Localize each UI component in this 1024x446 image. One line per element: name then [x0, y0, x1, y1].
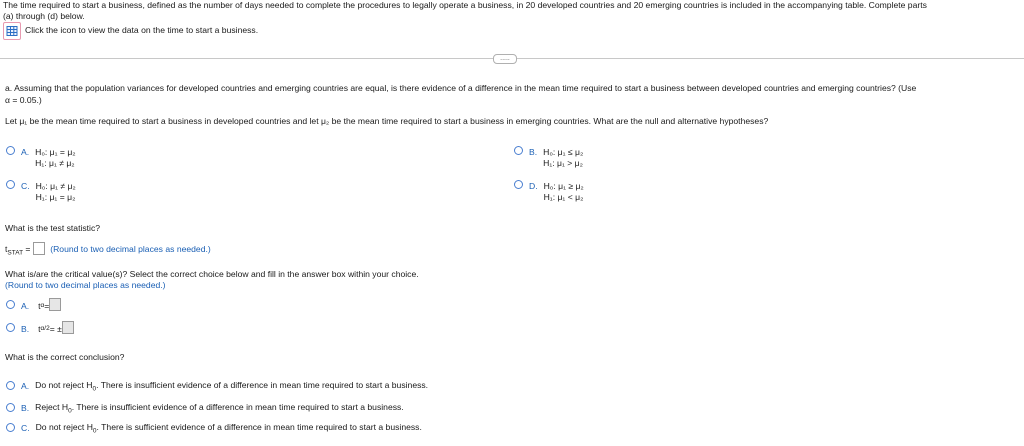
tstat-label: t	[5, 243, 8, 254]
test-statistic-question: What is the test statistic?	[5, 223, 101, 233]
hypothesis-option-a[interactable]	[6, 147, 76, 169]
radio-button[interactable]	[6, 323, 15, 332]
option-letter: A.	[21, 300, 30, 311]
critical-value-question: What is/are the critical value(s)? Select the correct choice below and fill in the answer box within your choice.	[5, 269, 419, 279]
option-letter: D.	[529, 181, 538, 191]
option-letter: A.	[21, 147, 30, 157]
data-link-text: Click the icon to view the data on the time to start a business.	[25, 25, 259, 35]
null-hypothesis: H₀: μ₁ = μ₂	[35, 147, 76, 157]
option-letter: C.	[21, 181, 30, 191]
intro-text-line1: The time required to start a business, defined as the number of days needed to complete the procedures to legally operate a business, in 20 developed countries and 20 emerging countries is included in the accompanying table. Complete parts	[3, 0, 927, 10]
hypothesis-option-d[interactable]	[514, 181, 584, 203]
conclusion-option-c[interactable]	[6, 422, 422, 435]
alternative-hypothesis: H₁: μ₁ ≠ μ₂	[35, 158, 75, 168]
data-table-icon[interactable]	[3, 22, 21, 40]
null-hypothesis: H₀: μ₁ ≥ μ₂	[543, 181, 584, 191]
critical-label: t	[38, 323, 41, 334]
tstat-input[interactable]	[33, 242, 45, 255]
critical-subscript: α	[40, 302, 45, 309]
tstat-row	[5, 243, 211, 256]
null-hypothesis: H₀: μ₁ ≠ μ₂	[35, 181, 76, 191]
alternative-hypothesis: H₁: μ₁ > μ₂	[543, 158, 583, 168]
intro-text-line2: (a) through (d) below.	[3, 11, 85, 21]
critical-subscript: α/2	[40, 325, 50, 332]
radio-button[interactable]	[6, 300, 15, 309]
conclusion-option-b[interactable]	[6, 402, 404, 415]
critical-label: t	[38, 300, 41, 311]
part-a-question-line1: a. Assuming that the population variances for developed countries and emerging countries are equal, is there evidence of a difference in the mean time required to start a business between developed countries and emerging countries? (Use	[5, 83, 917, 93]
critical-option-b[interactable]	[6, 322, 74, 335]
null-hypothesis: H₀: μ₁ ≤ μ₂	[543, 147, 584, 157]
radio-button[interactable]	[6, 146, 15, 155]
alternative-hypothesis: H₁: μ₁ = μ₂	[35, 192, 76, 202]
hypothesis-option-b[interactable]	[514, 147, 583, 169]
critical-equals: =	[44, 300, 50, 311]
radio-button[interactable]	[6, 381, 15, 390]
option-letter: B.	[21, 403, 30, 414]
radio-button[interactable]	[6, 180, 15, 189]
critical-value-hint: (Round to two decimal places as needed.)	[5, 280, 166, 290]
hypotheses-prompt: Let μ₁ be the mean time required to start a business in developed countries and let μ₂ be the mean time required to start a business in emerging countries. What are the null and alternative hypotheses?	[5, 116, 769, 126]
conclusion-question: What is the correct conclusion?	[5, 352, 125, 362]
alternative-hypothesis: H₁: μ₁ < μ₂	[543, 192, 584, 202]
radio-button[interactable]	[514, 180, 523, 189]
conclusion-option-a[interactable]	[6, 380, 428, 393]
option-letter: C.	[21, 423, 30, 434]
tstat-hint: (Round to two decimal places as needed.)	[50, 243, 211, 254]
critical-input-a[interactable]	[49, 298, 61, 311]
critical-equals: = ±	[49, 323, 62, 334]
hypothesis-option-c[interactable]	[6, 181, 76, 203]
option-letter: B.	[529, 147, 538, 157]
tstat-equals: =	[23, 243, 33, 254]
conclusion-text: Do not reject $H_0$. There is sufficient evidence of a difference in mean time required to start a business.	[35, 422, 422, 435]
option-letter: A.	[21, 381, 30, 392]
critical-input-b[interactable]	[62, 321, 74, 334]
tstat-subscript: STAT	[7, 249, 24, 257]
radio-button[interactable]	[514, 146, 523, 155]
part-a-question-line2: α = 0.05.)	[5, 95, 42, 105]
radio-button[interactable]	[6, 403, 15, 412]
conclusion-text: Reject $H_0$. There is insufficient evidence of a difference in mean time required to start a business.	[35, 402, 404, 415]
radio-button[interactable]	[6, 423, 15, 432]
option-letter: B.	[21, 323, 30, 334]
expand-button[interactable]: .....	[493, 54, 517, 64]
critical-option-a[interactable]	[6, 299, 61, 312]
conclusion-text: Do not reject $H_0$. There is insufficient evidence of a difference in mean time required to start a business.	[35, 380, 429, 393]
